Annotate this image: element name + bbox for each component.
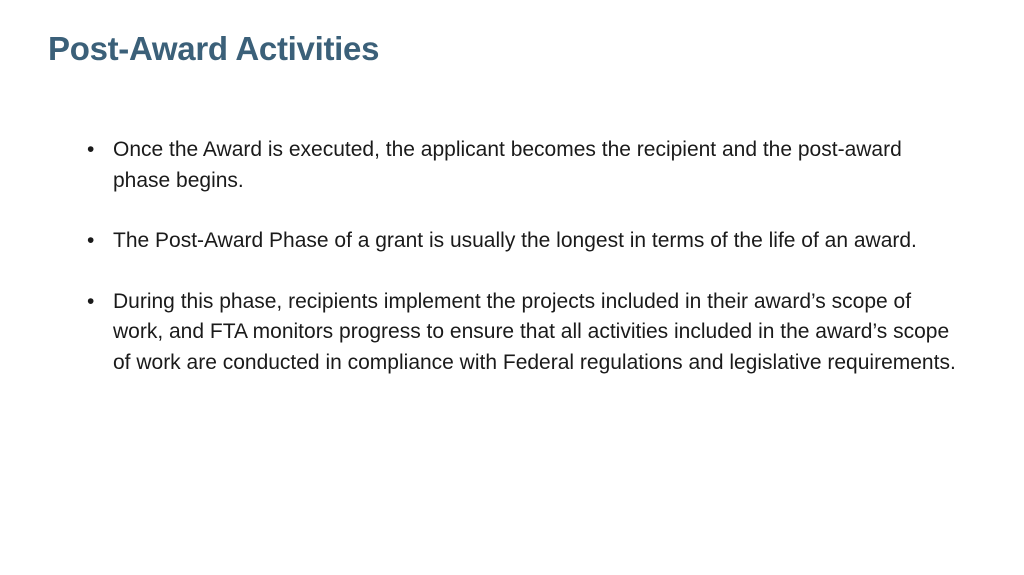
bullet-text: The Post-Award Phase of a grant is usually the longest in terms of the life of an award.: [113, 229, 917, 252]
bullet-list: [86, 135, 956, 408]
bullet-item: [86, 135, 956, 196]
slide-title: Post-Award Activities: [48, 30, 380, 67]
bullet-item: [86, 226, 956, 257]
bullet-icon: •: [87, 289, 95, 313]
bullet-text: During this phase, recipients implement the projects included in their award’s scope of work, and FTA monitors progress to ensure that all activities included in the award’s scope of work are conducted in compliance with Federal regulations and legislative requirements.: [113, 289, 956, 374]
bullet-icon: •: [87, 229, 95, 252]
bullet-item: [86, 287, 956, 379]
bullet-text: Once the Award is executed, the applicant becomes the recipient and the post-award phase begins.: [113, 138, 902, 192]
bullet-icon: •: [87, 138, 95, 161]
